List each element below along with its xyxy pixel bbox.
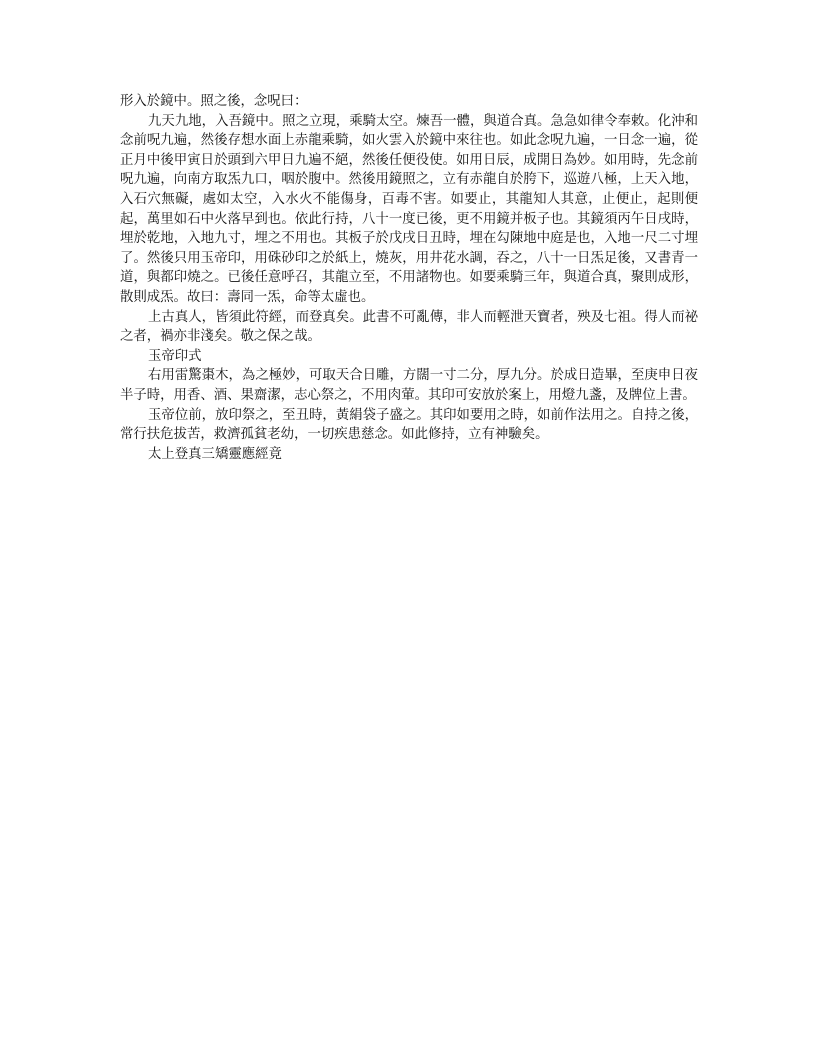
paragraph-incantation: 九天九地，入吾鏡中。照之立現，乘騎太空。煉吾一體，與道合真。急急如律令奉敕。化沖和念前呪九遍，然後存想水面上赤龍乘騎，如火雲入於鏡中來往也。如此念呪九遍，一日念一遍，從正月中後甲寅日於頭到六甲日九遍不絕，然後任便役使。如用日辰，成開日為妙。如用時，先念前呪九遍，向南方取炁九口，咽於腹中。然後用鏡照之，立有赤龍自於胯下，巡遊八極，上天入地，入石穴無礙，處如太空，入水火不能傷身，百毒不害。如要止，其龍知人其意，止便止，起則便起，萬里如石中火落早到也。依此行持，八十一度已後，更不用鏡并板子也。其鏡須丙午日戌時，埋於乾地，入地九寸，埋之不用也。其板子於戊戌日丑時，埋在勾陳地中庭是也，入地一尺二寸埋了。然後只用玉帝印，用硃砂印之於紙上，燒灰，用井花水調，吞之，八十一日炁足後，又書青一道，與都印燒之。已後任意呼召，其龍立至，不用諸物也。如要乘騎三年，與道合真，聚則成形，散則成炁。故曰：壽同一炁，命等太虛也。 (120, 113, 698, 305)
paragraph-continuation: 形入於鏡中。照之後，念呪曰： (120, 94, 308, 109)
paragraph-warning: 上古真人，皆須此符經，而登真矣。此書不可亂傳，非人而輕泄天寶者，殃及七祖。得人而祕之者，禍亦非淺矣。敬之保之哉。 (120, 309, 698, 345)
colophon-end-of-scripture: 太上登真三矯靈應經竟 (148, 446, 282, 462)
paragraph-seal-instructions: 右用雷驚棗木，為之極妙，可取天合日雕，方闊一寸二分，厚九分。於成日造畢，至庚申日夜半子時，用香、酒、果齋潔，志心祭之，不用肉葷。其印可安放於案上，用燈九盞，及牌位上書。 (120, 368, 698, 403)
document-page (120, 92, 698, 464)
paragraph-seal-ritual: 玉帝位前，放印祭之，至丑時，黃絹袋子盛之。其印如要用之時，如前作法用之。自持之後，常行扶危拔苦，救濟孤貧老幼，一切疾患慈念。如此修持，立有神驗矣。 (120, 407, 698, 443)
section-heading-seal-pattern: 玉帝印式 (148, 348, 202, 364)
